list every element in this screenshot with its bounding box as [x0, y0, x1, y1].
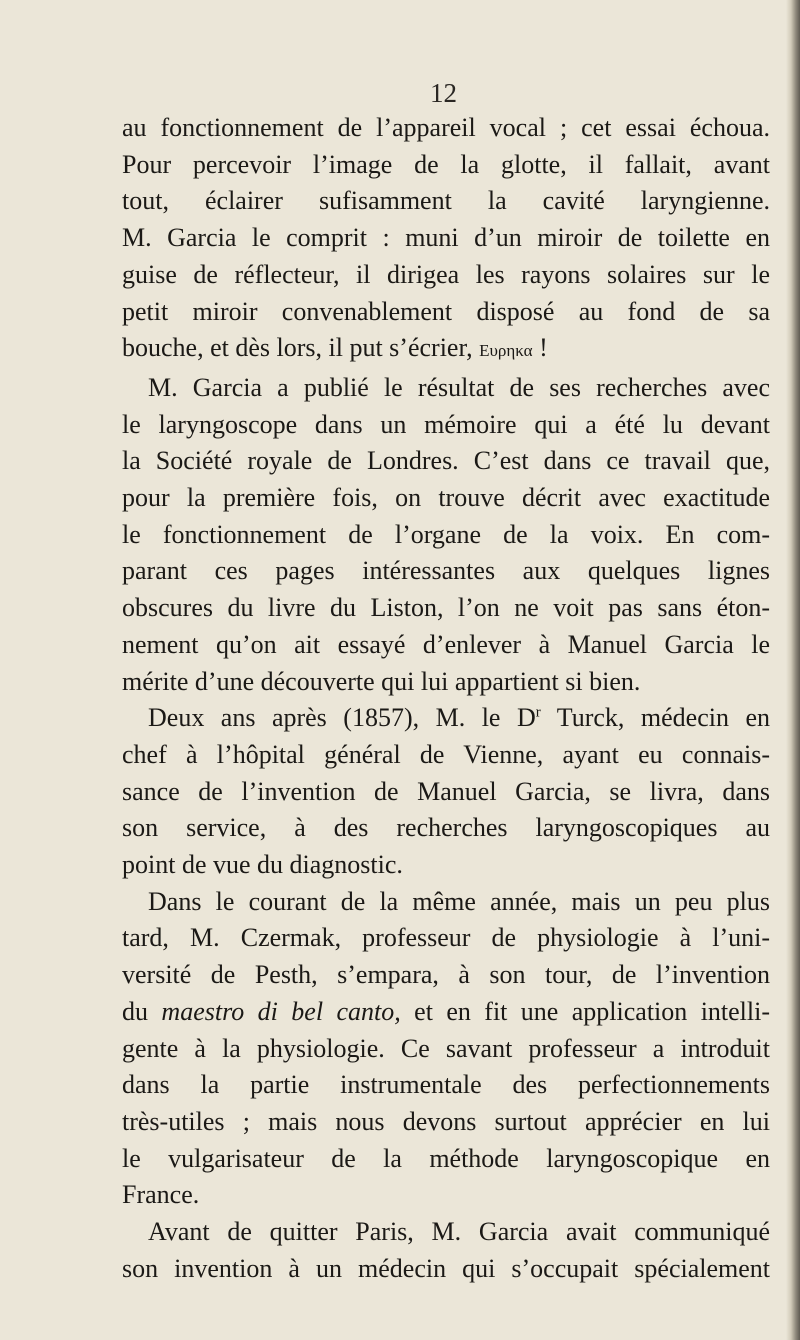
text-line: tard, M. Czermak, professeur de physiologie à l’uni-	[122, 923, 770, 953]
text-line: guise de réflecteur, il dirigea les rayons solaires sur le	[122, 259, 770, 289]
text-line: tout, éclairer sufisamment la cavité laryngienne.	[122, 186, 770, 216]
text-fragment: et en fit une application intelli-	[400, 996, 771, 1026]
text-line: au fonctionnement de l’appareil vocal ; cet essai échoua.	[122, 113, 770, 142]
text-line	[122, 330, 770, 370]
text-line: parant ces pages intéressantes aux quelques lignes	[122, 556, 770, 586]
text-line: petit miroir convenablement disposé au fond de sa	[122, 296, 770, 326]
paragraph-2	[122, 370, 770, 700]
text-line: Avant de quitter Paris, M. Garcia avait communiqué	[148, 1217, 770, 1247]
text-line: France.	[122, 1180, 200, 1210]
text-line: pour la première fois, on trouve décrit avec exactitude	[122, 483, 770, 513]
text-line: la Société royale de Londres. C’est dans ce travail que,	[122, 446, 770, 476]
italic-phrase: maestro di bel canto,	[161, 996, 401, 1026]
text-line	[122, 700, 770, 737]
text-line: son service, à des recherches laryngoscopiques au	[122, 813, 770, 843]
text-line: obscures du livre du Liston, l’on ne voit pas sans éton-	[122, 593, 770, 623]
page-edge-shadow	[786, 0, 800, 1340]
text-fragment: du	[122, 996, 162, 1026]
body-text	[122, 110, 770, 1288]
text-line: très-utiles ; mais nous devons surtout apprécier en lui	[122, 1106, 770, 1136]
text-line: le laryngoscope dans un mémoire qui a été lu devant	[122, 409, 770, 439]
text-line: sance de l’invention de Manuel Garcia, se livra, dans	[122, 776, 770, 806]
greek-word: Ευρηκα	[479, 341, 533, 361]
page-number: 12	[430, 78, 457, 108]
text-fragment: Deux ans après (1857), M. le D	[148, 703, 536, 733]
superscript: r	[535, 704, 541, 721]
text-line: son invention à un médecin qui s’occupait spécialement	[122, 1253, 770, 1283]
text-line: M. Garcia a publié le résultat de ses recherches avec	[148, 372, 770, 402]
text-line: Pour percevoir l’image de la glotte, il fallait, avant	[122, 149, 770, 179]
text-line: mérite d’une découverte qui lui appartient si bien.	[122, 666, 641, 696]
text-line: point de vue du diagnostic.	[122, 850, 403, 880]
text-fragment: bouche, et dès lors, il put s’écrier,	[122, 333, 473, 363]
paragraph-5	[122, 1214, 770, 1287]
text-fragment: Turck, médecin en	[540, 703, 770, 733]
text-line: nement qu’on ait essayé d’enlever à Manuel Garcia le	[122, 629, 770, 659]
text-line: gente à la physiologie. Ce savant professeur a introduit	[122, 1033, 770, 1063]
text-line: le vulgarisateur de la méthode laryngoscopique en	[122, 1143, 770, 1173]
text-line: le fonctionnement de l’organe de la voix. En com-	[122, 519, 770, 549]
text-line: Dans le courant de la même année, mais un peu plus	[148, 886, 770, 916]
paragraph-4	[122, 884, 770, 1214]
text-line: M. Garcia le comprit : muni d’un miroir de toilette en	[122, 223, 770, 253]
text-line: versité de Pesth, s’empara, à son tour, de l’invention	[122, 960, 770, 990]
text-line: dans la partie instrumentale des perfectionnements	[122, 1070, 770, 1100]
text-fragment: !	[532, 333, 548, 363]
text-line: chef à l’hôpital général de Vienne, ayant eu connais-	[122, 739, 770, 769]
text-line	[122, 994, 770, 1031]
paragraph-1	[122, 110, 770, 370]
paragraph-3	[122, 700, 770, 884]
